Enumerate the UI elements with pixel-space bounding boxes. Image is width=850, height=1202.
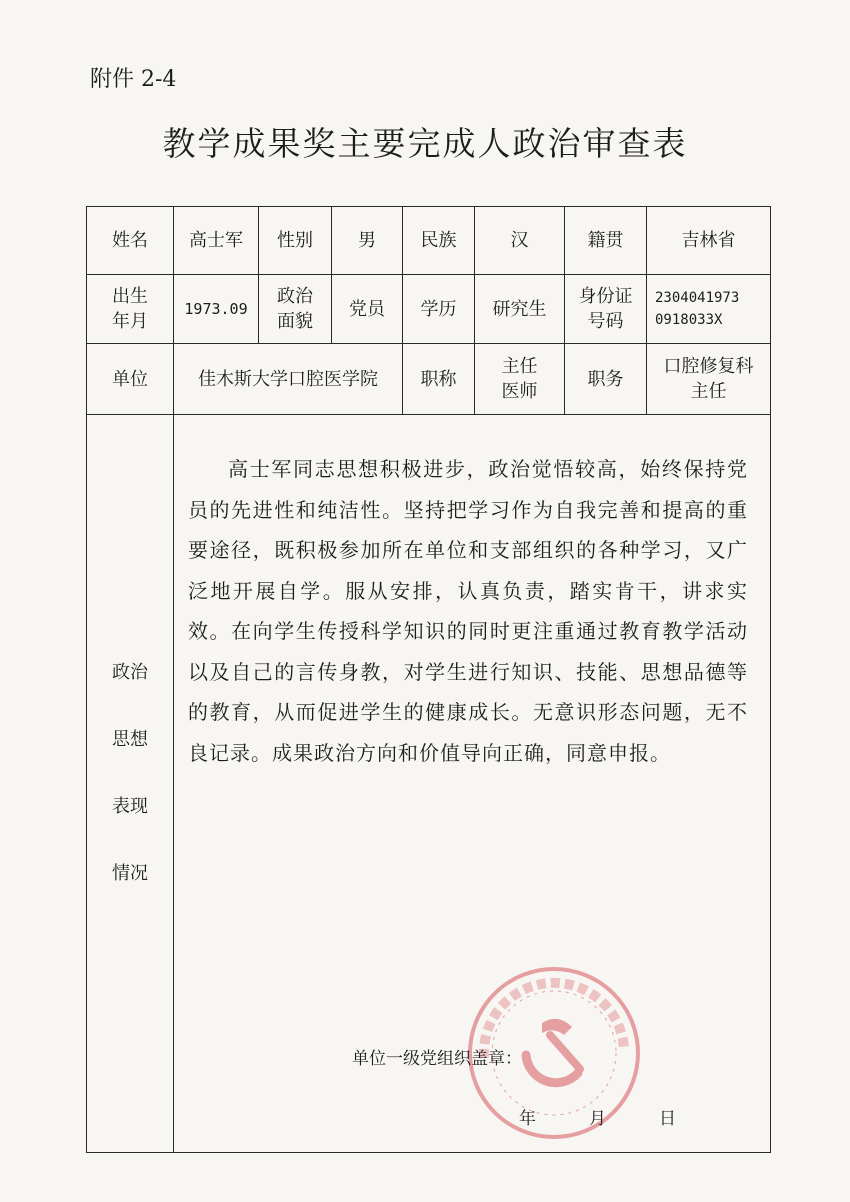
unit-label: 单位 — [87, 344, 174, 415]
ethnicity-label: 民族 — [403, 207, 475, 275]
date-day-label: 日 — [659, 1109, 676, 1129]
date-year-label: 年 — [519, 1109, 536, 1129]
birth-label: 出生 年月 — [87, 275, 174, 344]
date-month-label: 月 — [589, 1109, 606, 1129]
statement-cell — [174, 415, 771, 1153]
title-label: 职称 — [403, 344, 475, 415]
gender-label: 性别 — [259, 207, 332, 275]
ethnicity-value: 汉 — [475, 207, 565, 275]
politics-label: 政治 面貌 — [259, 275, 332, 344]
title-value: 主任 医师 — [475, 344, 565, 415]
education-label: 学历 — [403, 275, 475, 344]
name-label: 姓名 — [87, 207, 174, 275]
statement-row — [87, 415, 771, 1153]
section-label-line: 政治 — [112, 662, 148, 683]
review-form-table — [86, 206, 771, 1153]
gender-value: 男 — [332, 207, 403, 275]
native-place-value: 吉林省 — [647, 207, 771, 275]
section-label-line: 表现 — [112, 796, 148, 817]
birth-politics-row — [87, 275, 771, 344]
section-label — [87, 415, 174, 1153]
attachment-number: 附件 2-4 — [90, 67, 177, 92]
form-title: 教学成果奖主要完成人政治审查表 — [162, 124, 688, 163]
position-value: 口腔修复科 主任 — [647, 344, 771, 415]
section-label-line: 思想 — [112, 729, 148, 750]
native-place-label: 籍贯 — [565, 207, 647, 275]
signature-date — [519, 1107, 676, 1132]
statement-text: 高士军同志思想积极进步，政治觉悟较高，始终保持党员的先进性和纯洁性。坚持把学习作为自我完善和提高的重要途径，既积极参加所在单位和支部组织的各种学习，又广泛地开展自学。服从安排，认真负责，踏实肯干，讲求实效。在向学生传授科学知识的同时更注重通过教育教学活动以及自己的言传身教，对学生进行知识、技能、思想品德等的教育，从而促进学生的健康成长。无意识形态问题，无不良记录。成果政治方向和价值导向正确，同意申报。 — [188, 457, 748, 765]
id-label: 身份证 号码 — [565, 275, 647, 344]
name-value: 高士军 — [174, 207, 259, 275]
politics-value: 党员 — [332, 275, 403, 344]
position-label: 职务 — [565, 344, 647, 415]
education-value: 研究生 — [475, 275, 565, 344]
seal-signature-label: 单位一级党组织盖章： — [352, 1049, 522, 1069]
id-value: 2304041973 0918033X — [647, 275, 771, 344]
birth-value: 1973.09 — [174, 275, 259, 344]
section-label-line: 情况 — [112, 863, 148, 884]
unit-row — [87, 344, 771, 415]
basic-info-row — [87, 207, 771, 275]
unit-value: 佳木斯大学口腔医学院 — [174, 344, 403, 415]
